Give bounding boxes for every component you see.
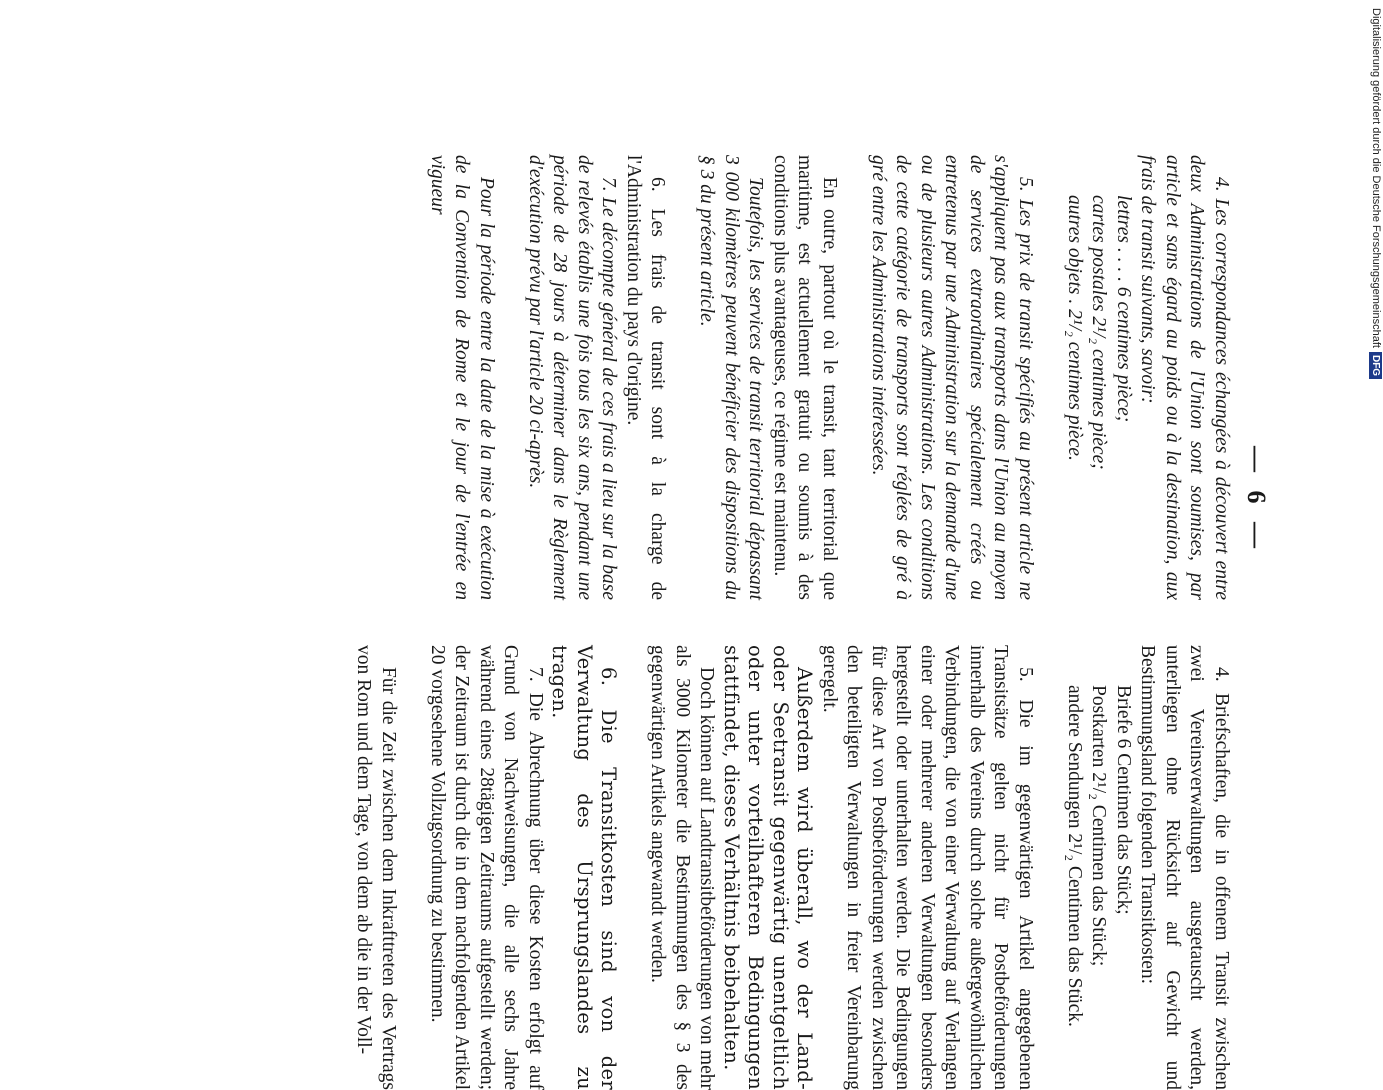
fr-paragraph-4: 4. Les correspondances échangées à découvert entre deux Administrations de l'Union sont soumises, par article et sans égard au poids ou à la destination, aux frais de transit suivants, savoir: xyxy=(1137,155,1232,600)
de-paragraph-7: 7. Die Abrechnung über diese Kosten erfolgt auf Grund von Nachweisungen, die alle sechs Jahre während eines 28tägigen Zeitraums aufgestellt werden; der Zeitraum ist durch die in dem nachfolgenden Artikel 20 vorgesehene Vollzugsordnung zu bestimmen. xyxy=(427,645,546,1090)
de-paragraph-5: 5. Die im gegenwärtigen Artikel angegebenen Transitsätze gelten nicht für Postbeförderungen innerhalb des Vereins durch solche außergewöhnlichen Verbindungen, die von einer Verwaltung auf Verlangen einer oder mehrerer anderen Verwaltungen besonders hergestellt oder unterhalten werden. Die Bedingungen für diese Art von Postbeförderungen werden zwischen den beteiligten Verwaltungen in freier Vereinbarung geregelt. xyxy=(819,645,1036,1090)
fr-paragraph-5: 5. Les prix de transit spécifiés au présent article ne s'appliquent pas aux transports dans l'Union au moyen de services extraordinaires spécialement créés ou entretenus par une Administration sur la demande d'une ou de plusieurs autres Administrations. Les conditions de cette catégorie de transports sont réglées de gré à gré entre les Administrations intéressées. xyxy=(868,155,1036,600)
german-column xyxy=(351,645,1233,1090)
page-number: — 6 — xyxy=(1242,446,1271,554)
fr-paragraph-6: 6. Les frais de transit sont à la charge de l'Administration du pays d'origine. xyxy=(623,155,669,600)
credit-text: Digitalisierung gefördert durch die Deutsche Forschungsgemeinschaft xyxy=(1370,8,1382,348)
fr-tariff-letters: lettres . . . . 6 centimes pièce; xyxy=(1113,195,1134,423)
french-column xyxy=(425,155,1234,600)
dfg-logo: DFG xyxy=(1369,352,1382,379)
fr-tariff-postcards: cartes postales 2¹/₂ centimes pièce; xyxy=(1088,195,1110,470)
fr-paragraph-periode: Pour la période entre la date de la mise à exécution de la Convention de Rome et le jour de l'entrée en vigueur xyxy=(427,155,497,600)
de-paragraph-4: 4. Briefschaften, die in offenem Transit zwischen zwei Vereinsverwaltungen ausgetauscht werden, unterliegen ohne Rücksicht auf Gewicht und Bestimmungsland folgenden Transitkosten: xyxy=(1137,645,1232,1090)
fr-paragraph-7: 7. Le décompte général de ces frais a lieu sur la base de relevés établis une fois tous les six ans, pendant une période de 28 jours à déterminer dans le Règlement d'exécution prévu par l'article 20 ci-après. xyxy=(525,155,620,600)
fr-paragraph-toutefois: Toutefois, les services de transit territorial dépassant 3 000 kilomètres peuvent bénéficier des dispositions du § 3 du présent article. xyxy=(696,155,767,600)
de-tariff-postcards: Postkarten 2¹/₂ Centimen das Stück; xyxy=(1088,685,1110,967)
fr-tariff-list xyxy=(1062,155,1136,600)
de-tariff-other: andere Sendungen 2¹/₂ Centimen das Stück. xyxy=(1064,685,1085,1027)
fr-paragraph-outre: En outre, partout où le transit, tant territorial que maritime, est actuellement gratuit ou soumis à des conditions plus avantageuses, ce régime est maintenu. xyxy=(770,155,840,600)
de-tariff-letters: Briefe 6 Centimen das Stück; xyxy=(1113,685,1134,915)
de-paragraph-6: 6. Die Transitkosten sind von der Verwaltung des Ursprungslandes zu tragen. xyxy=(548,645,621,1090)
de-paragraph-ausserdem: Außerdem wird überall, wo der Land- oder Seetransit gegenwärtig unentgeltlich oder unter vorteilhafteren Bedingungen stattfindet, dieses Verhältnis beibehalten. xyxy=(720,645,817,1090)
fr-tariff-other: autres objets . 2¹/₂ centimes pièce. xyxy=(1064,195,1085,461)
de-tariff-list xyxy=(1062,645,1136,1090)
de-paragraph-zeit: Für die Zeit zwischen dem Inkrafttreten des Vertrags von Rom und dem Tage, von dem ab die in der Voll- xyxy=(353,645,399,1090)
de-paragraph-doch: Doch können auf Landtransitbeförderungen von mehr als 3000 Kilometer die Bestimmungen des § 3 des gegenwärtigen Artikels angewandt werden. xyxy=(647,645,718,1090)
